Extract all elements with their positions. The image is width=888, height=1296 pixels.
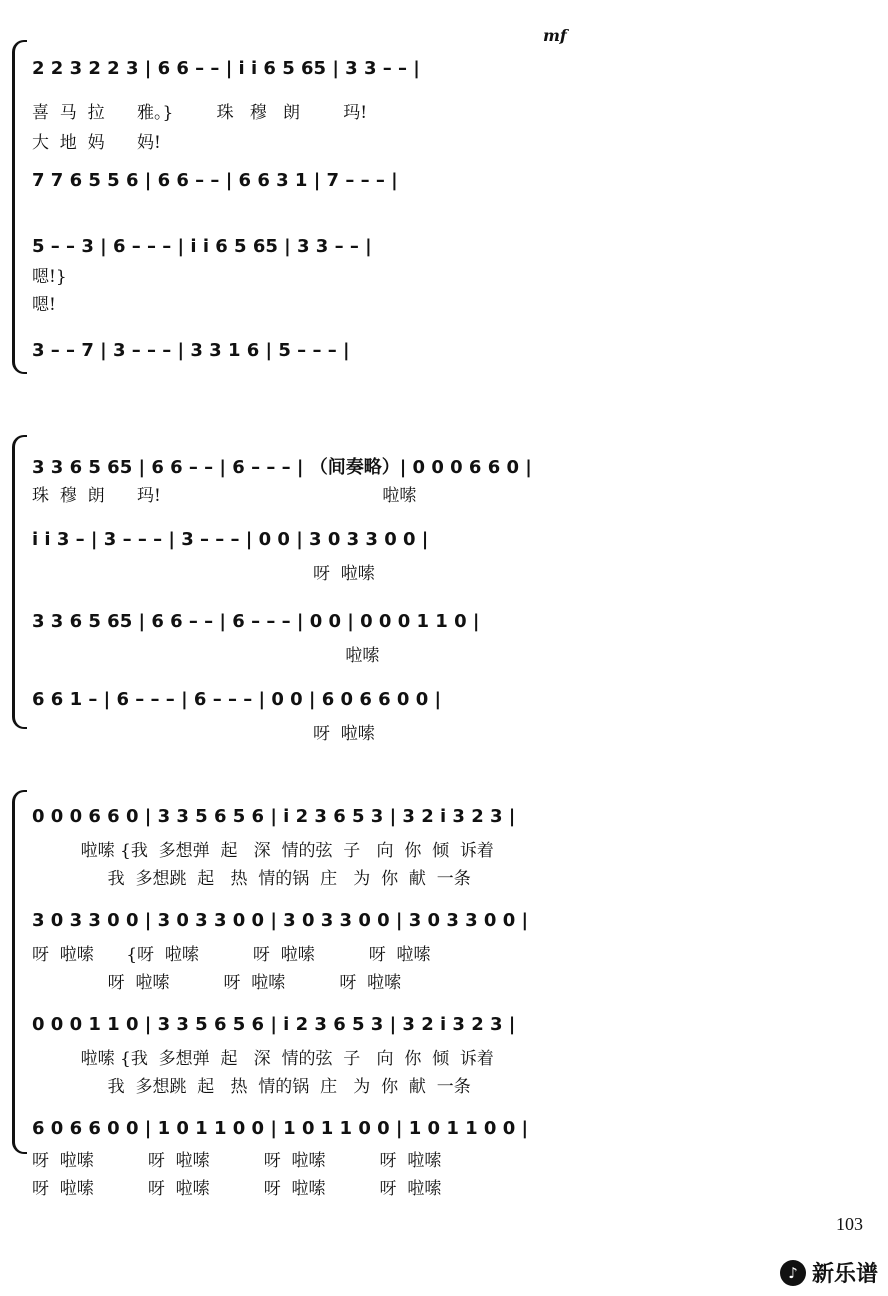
lyric-line-3a: 啦嗦 <box>32 646 380 666</box>
score-system-2 <box>0 435 888 744</box>
staff-line-4: 3 – – 7 | 3 – – – | 3 3 1 6 | 5 – – – | <box>32 340 350 361</box>
brand-name: 新乐谱 <box>811 1262 878 1287</box>
lyric-line-4a: 呀 啦嗦 呀 啦嗦 呀 啦嗦 呀 啦嗦 <box>32 1151 442 1171</box>
staff-line-1: 0 0 0 6 6 0 | 3 3 5 6 5 6 | i 2 3 6 5 3 | 3 2 i 3 2 3 | <box>32 806 516 827</box>
staff-line-1: 2 2 3 2 2 3 | 6 6 – – | i i 6 5 65 | 3 3 – – | <box>32 58 420 79</box>
lyric-line-3b: 嗯! <box>32 295 56 315</box>
staff-line-1: 3 3 6 5 65 | 6 6 – – | 6 – – – | （间奏略）| 0 0 0 6 6 0 | <box>32 457 532 478</box>
lyric-line-1b: 大 地 妈 妈! <box>32 133 161 153</box>
staff-line-4: 6 0 6 6 0 0 | 1 0 1 1 0 0 | 1 0 1 1 0 0 | 1 0 1 1 0 0 | <box>32 1118 529 1139</box>
system-bracket <box>12 790 27 1154</box>
score-system-1 <box>0 26 888 380</box>
lyric-line-2a: 呀 啦嗦 <box>32 564 375 584</box>
staff-line-3: 5 – – 3 | 6 – – – | i i 6 5 65 | 3 3 – – | <box>32 236 372 257</box>
brand-logo <box>780 1257 878 1288</box>
dynamic-mark: mf <box>543 26 567 45</box>
staff-line-2: 3 0 3 3 0 0 | 3 0 3 3 0 0 | 3 0 3 3 0 0 | 3 0 3 3 0 0 | <box>32 910 529 931</box>
lyric-line-2a: 呀 啦嗦 {呀 啦嗦 呀 啦嗦 呀 啦嗦 <box>32 945 431 965</box>
lyric-line-3a: 啦嗦 {我 多想弹 起 深 情的弦 子 向 你 倾 诉着 <box>32 1049 494 1069</box>
system-bracket <box>12 40 27 374</box>
lyric-line-1a: 喜 马 拉 雅。} 珠 穆 朗 玛! <box>32 103 368 123</box>
lyric-line-4b: 呀 啦嗦 呀 啦嗦 呀 啦嗦 呀 啦嗦 <box>32 1179 442 1199</box>
lyric-line-3b: 我 多想跳 起 热 情的锅 庄 为 你 献 一条 <box>32 1077 471 1097</box>
staff-line-3: 3 3 6 5 65 | 6 6 – – | 6 – – – | 0 0 | 0 0 0 1 1 0 | <box>32 611 480 632</box>
lyric-line-1a: 啦嗦 {我 多想弹 起 深 情的弦 子 向 你 倾 诉着 <box>32 841 494 861</box>
staff-line-4: 6 6 1 – | 6 – – – | 6 – – – | 0 0 | 6 0 6 6 0 0 | <box>32 689 442 710</box>
staff-line-2: i i 3 – | 3 – – – | 3 – – – | 0 0 | 3 0 3 3 0 0 | <box>32 529 429 550</box>
system-bracket <box>12 435 27 729</box>
lyric-line-1b: 我 多想跳 起 热 情的锅 庄 为 你 献 一条 <box>32 869 471 889</box>
lyric-line-1a: 珠 穆 朗 玛! 啦嗦 <box>32 486 417 506</box>
page-number: 103 <box>836 1214 863 1234</box>
staff-line-2: 7 7 6 5 5 6 | 6 6 – – | 6 6 3 1 | 7 – – – | <box>32 170 398 191</box>
staff-line-3: 0 0 0 1 1 0 | 3 3 5 6 5 6 | i 2 3 6 5 3 | 3 2 i 3 2 3 | <box>32 1014 516 1035</box>
lyric-line-4a: 呀 啦嗦 <box>32 724 375 744</box>
score-system-3 <box>0 790 888 1210</box>
lyric-line-3a: 嗯!} <box>32 267 67 287</box>
lyric-line-2b: 呀 啦嗦 呀 啦嗦 呀 啦嗦 <box>32 973 402 993</box>
music-note-icon: ♪ <box>780 1260 806 1286</box>
